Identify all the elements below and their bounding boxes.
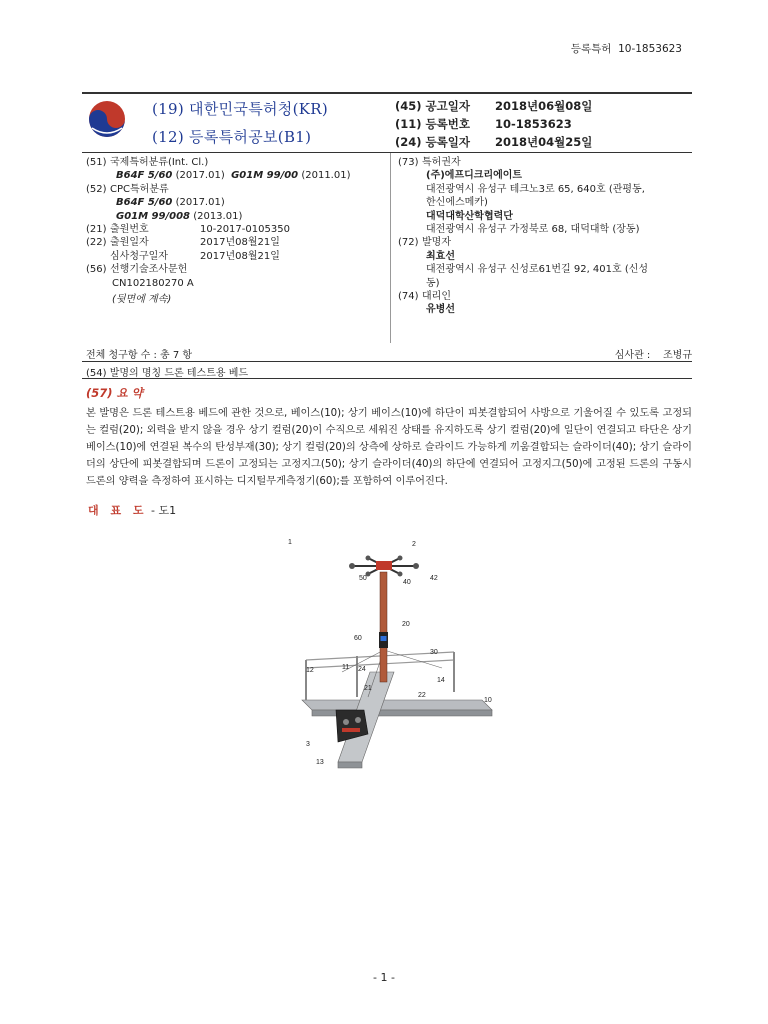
- header-rule-bottom: [82, 152, 692, 153]
- prior-art-code: (56): [86, 264, 107, 276]
- agent-code: (74): [398, 291, 419, 303]
- inventor-address-line1: 대전광역시 유성구 신성로61번길 92, 401호 (신성: [426, 264, 649, 276]
- left-bibliography: [86, 156, 386, 306]
- registration-number-header: [571, 41, 682, 56]
- abstract-heading: (57) 요 약: [86, 386, 143, 400]
- appno-value: 10-2017-0105350: [200, 224, 290, 236]
- appdate-label: 출원일자: [110, 237, 149, 249]
- fig-label-10: 10: [484, 697, 492, 704]
- agent-label: 대리인: [422, 291, 451, 303]
- title-label: 발명의 명칭: [109, 368, 162, 379]
- fig-label-11: 11: [342, 664, 350, 671]
- patentee-2-address: 대전광역시 유성구 가정북로 68, 대덕대학 (장동): [426, 224, 640, 236]
- patentee-1: (주)에프디크리에이트: [426, 170, 523, 182]
- fig-label-42: 42: [430, 575, 438, 582]
- claims-count: 전체 청구항 수 : 총 7 항: [86, 350, 193, 361]
- ipc-class-1: B64F 5/60: [116, 170, 173, 182]
- cpc-class-2: G01M 99/008: [116, 210, 190, 222]
- column-divider: [390, 153, 391, 343]
- cpc-class-1: B64F 5/60: [116, 197, 173, 209]
- pub-value: 2018년06월08일: [495, 99, 593, 113]
- pub-row-regdate: [395, 134, 592, 150]
- representative-label: 대 표 도: [88, 504, 148, 517]
- fig-label-2: 2: [412, 541, 416, 548]
- examiner-name: 조병규: [663, 350, 692, 361]
- inventor-code: (72): [398, 237, 419, 249]
- fig-label-40: 40: [403, 579, 411, 586]
- publication-type: (12) 등록특허공보(B1): [152, 128, 312, 146]
- exam-date-value: 2017년08월21일: [200, 250, 280, 262]
- ipc-date-1: (2017.01): [175, 170, 225, 182]
- abstract-text: 본 발명은 드론 테스트용 베드에 관한 것으로, 베이스(10); 상기 베이스(10)에 하단이 피봇결합되어 사방으로 기울어질 수 있도록 고정되는 컬럼(20); 외력을 받지 않을 경우 상기 컬럼(20)이 수직으로 세워진 상태를 유지하도록 상기 컬럼(20)에 일단이 연결되고 타단은 상기 베이스(10)에 연결된 복수의 탄성부재(30); 상기 컬럼(20)의 상측에 상하로 슬라이드 가능하게 끼움결합되는 슬라이더(40); 상기 슬라이더의 상단에 피봇결합되며 드론이 고정되는 고정지그(50); 상기 슬라이더(40)의 하단에 연결되어 고정지그(50)에 고정된 드론의 구동시 드론의 양력을 측정하여 표시하는 디지털무게측정기(60);를 포함하여 이루어진다.: [86, 408, 692, 487]
- pub-row-regno: [395, 116, 572, 132]
- fig-label-20: 20: [402, 621, 410, 628]
- pub-code: (45): [395, 99, 422, 113]
- pub-row-announce: [395, 98, 592, 114]
- right-bibliography: [398, 156, 694, 317]
- exam-date-label: 심사청구일자: [110, 250, 168, 262]
- appdate-code: (22): [86, 237, 107, 249]
- kipo-emblem-icon: [86, 98, 128, 140]
- fig-label-22: 22: [418, 692, 426, 699]
- fig-label-24: 24: [358, 666, 366, 673]
- rule-above-title: [82, 361, 692, 362]
- pub-label: 등록일자: [425, 135, 470, 149]
- continued-note: (뒷면에 계속): [112, 294, 172, 306]
- ipc-label: 국제특허분류(Int. Cl.): [110, 157, 209, 168]
- cpc-date-2: (2013.01): [193, 210, 243, 222]
- examiner-label: 심사관 :: [614, 350, 651, 361]
- fig-label-3: 3: [306, 741, 310, 748]
- prior-art-doc: CN102180270 A: [112, 277, 194, 289]
- claims-row: [86, 346, 692, 361]
- representative-value: - 도1: [151, 504, 177, 517]
- fig-label-14: 14: [437, 677, 445, 684]
- title-code: (54): [86, 368, 107, 379]
- appno-code: (21): [86, 224, 107, 236]
- patentee-code: (73): [398, 157, 419, 168]
- appno-label: 출원번호: [110, 224, 149, 236]
- reg-number: 10-1853623: [618, 43, 682, 55]
- drone-test-bed-figure: [282, 532, 498, 772]
- inventor-name: 최효선: [426, 250, 455, 262]
- fig-label-60: 60: [354, 635, 362, 642]
- appdate-value: 2017년08월21일: [200, 237, 280, 249]
- rule-below-title: [82, 378, 692, 379]
- pub-value: 10-1853623: [495, 117, 572, 131]
- ipc-date-2: (2011.01): [301, 170, 351, 182]
- cpc-label: CPC특허분류: [110, 183, 169, 195]
- fig-label-30: 30: [430, 649, 438, 656]
- representative-drawing: [88, 502, 176, 518]
- inventor-address-line2: 동): [426, 277, 440, 289]
- ipc-code: (51): [86, 157, 107, 168]
- ipc-class-2: G01M 99/00: [231, 170, 299, 182]
- pub-label: 등록번호: [425, 117, 470, 131]
- fig-label-12: 12: [306, 667, 314, 674]
- cpc-code: (52): [86, 183, 107, 195]
- reg-label: 등록특허: [570, 43, 612, 55]
- pub-code: (11): [395, 117, 422, 131]
- invention-title: [86, 364, 248, 379]
- prior-art-label: 선행기술조사문헌: [110, 264, 188, 276]
- agent-name: 유병선: [426, 304, 455, 316]
- patentee-1-address-line2: 한신에스메카): [426, 197, 488, 209]
- fig-label-21: 21: [364, 685, 372, 692]
- examiner: [615, 346, 692, 361]
- patentee-label: 특허권자: [422, 157, 461, 168]
- page-number: - 1 -: [373, 971, 395, 984]
- header-rule-top: [82, 92, 692, 94]
- cpc-date-1: (2017.01): [175, 197, 225, 209]
- fig-label-50: 50: [359, 575, 367, 582]
- fig-label-13: 13: [316, 759, 324, 766]
- patentee-2: 대덕대학산학협력단: [426, 210, 513, 222]
- fig-label-1: 1: [288, 539, 292, 546]
- pub-code: (24): [395, 135, 422, 149]
- office-name: (19) 대한민국특허청(KR): [152, 100, 328, 118]
- inventor-label: 발명자: [422, 237, 451, 249]
- patentee-1-address-line1: 대전광역시 유성구 테크노3로 65, 640호 (관평동,: [426, 183, 645, 195]
- pub-value: 2018년04월25일: [495, 135, 593, 149]
- pub-label: 공고일자: [425, 99, 470, 113]
- title-text: 드론 테스트용 베드: [164, 368, 249, 379]
